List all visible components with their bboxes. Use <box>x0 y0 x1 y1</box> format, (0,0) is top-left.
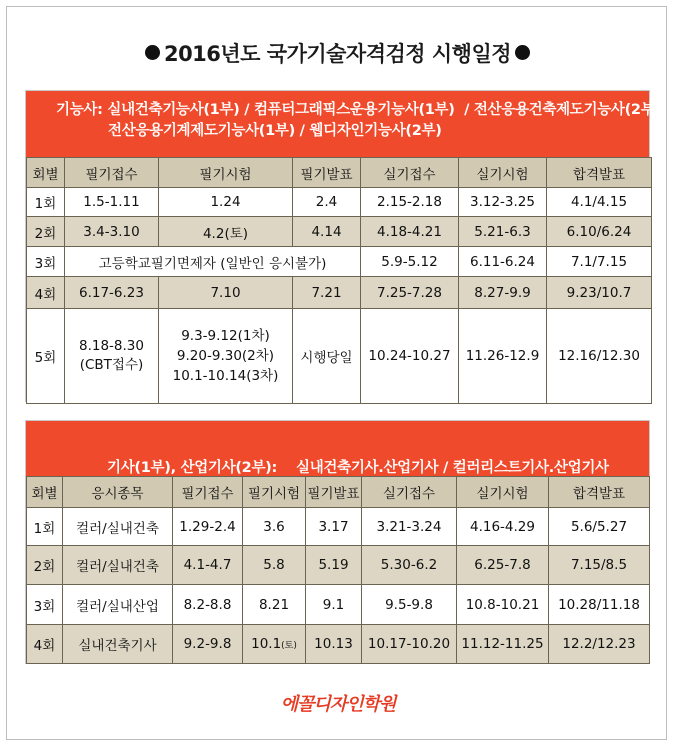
column-header: 필기시험 <box>159 158 293 188</box>
table-row <box>27 625 650 664</box>
page-title <box>0 38 675 68</box>
pass-announce-cell: 7.15/8.5 <box>549 546 650 585</box>
written-exam-cell: 8.21 <box>243 585 306 625</box>
table-row <box>27 247 652 277</box>
practical-exam-cell: 6.11-6.24 <box>459 247 547 277</box>
pass-announce-cell: 4.1/4.15 <box>547 188 652 217</box>
written-exam-cell: 4.2(토) <box>159 217 293 247</box>
written-exam-cell: 5.8 <box>243 546 306 585</box>
section2-header <box>26 421 649 476</box>
written-exam-line: 10.1-10.14(3차) <box>172 368 279 384</box>
written-result-cell: 2.4 <box>293 188 361 217</box>
column-header: 합격발표 <box>549 477 650 508</box>
svg-text:에꼴디자인학원: 에꼴디자인학원 <box>280 694 395 715</box>
round-cell: 4회 <box>27 625 63 664</box>
column-header: 필기접수 <box>65 158 159 188</box>
round-cell: 3회 <box>27 585 63 625</box>
pass-announce-cell: 5.6/5.27 <box>549 508 650 546</box>
written-result-cell: 7.21 <box>293 277 361 309</box>
practical-exam-cell: 11.12-11.25 <box>457 625 549 664</box>
academy-logo <box>0 690 675 720</box>
practical-apply-cell: 2.15-2.18 <box>361 188 459 217</box>
practical-apply-cell: 10.17-10.20 <box>362 625 457 664</box>
table-row <box>27 188 652 217</box>
practical-exam-cell: 4.16-4.29 <box>457 508 549 546</box>
written-result-cell: 5.19 <box>306 546 362 585</box>
bullet-dot-icon <box>515 45 530 60</box>
column-header: 필기접수 <box>173 477 243 508</box>
written-exam-cell <box>243 625 306 664</box>
column-header: 실기시험 <box>457 477 549 508</box>
table-row <box>27 508 650 546</box>
written-apply-cell: 6.17-6.23 <box>65 277 159 309</box>
column-header: 실기시험 <box>459 158 547 188</box>
round-cell: 4회 <box>27 277 65 309</box>
written-exam-line: 9.20-9.30(2차) <box>176 348 275 364</box>
written-apply-line: (CBT접수) <box>79 357 144 373</box>
subject-cell: 컬러/실내건축 <box>63 508 173 546</box>
column-header: 필기발표 <box>293 158 361 188</box>
bullet-dot-icon <box>145 45 160 60</box>
written-result-cell: 10.13 <box>306 625 362 664</box>
academy-logo-mark <box>268 690 408 716</box>
pass-announce-cell: 10.28/11.18 <box>549 585 650 625</box>
written-apply-cell: 1.29-2.4 <box>173 508 243 546</box>
practical-exam-cell: 10.8-10.21 <box>457 585 549 625</box>
practical-exam-cell: 5.21-6.3 <box>459 217 547 247</box>
written-apply-cell: 9.2-9.8 <box>173 625 243 664</box>
written-apply-cell: 4.1-4.7 <box>173 546 243 585</box>
practical-apply-cell: 5.30-6.2 <box>362 546 457 585</box>
practical-apply-cell: 7.25-7.28 <box>361 277 459 309</box>
written-result-cell: 4.14 <box>293 217 361 247</box>
pass-announce-cell: 9.23/10.7 <box>547 277 652 309</box>
written-result-cell: 시행당일 <box>293 309 361 404</box>
written-apply-cell <box>65 309 159 404</box>
column-header: 실기접수 <box>361 158 459 188</box>
written-apply-cell: 3.4-3.10 <box>65 217 159 247</box>
section1-header-line2: 전산응용기계제도기능사(1부) / 웹디자인기능사(2부) <box>108 123 442 139</box>
section1-header-row <box>27 158 652 188</box>
pass-announce-cell: 7.1/7.15 <box>547 247 652 277</box>
section1-header-line1: 기능사: 실내건축기능사(1부) / 컴퓨터그래픽스운용기능사(1부) / 전산응용건축제도기능사(2부) <box>56 102 661 118</box>
practical-apply-cell: 4.18-4.21 <box>361 217 459 247</box>
table-row <box>27 546 650 585</box>
column-header: 필기시험 <box>243 477 306 508</box>
round-cell: 2회 <box>27 217 65 247</box>
practical-exam-cell: 11.26-12.9 <box>459 309 547 404</box>
written-exam-day-note: (토) <box>281 641 297 651</box>
written-exam-date: 10.1 <box>251 636 282 652</box>
practical-exam-cell: 8.27-9.9 <box>459 277 547 309</box>
practical-apply-cell: 10.24-10.27 <box>361 309 459 404</box>
written-apply-cell: 1.5-1.11 <box>65 188 159 217</box>
subject-cell: 컬러/실내산업 <box>63 585 173 625</box>
written-exam-cell <box>159 309 293 404</box>
written-exam-cell: 7.10 <box>159 277 293 309</box>
written-exam-cell: 3.6 <box>243 508 306 546</box>
written-result-cell: 3.17 <box>306 508 362 546</box>
column-header: 필기발표 <box>306 477 362 508</box>
practical-apply-cell: 3.21-3.24 <box>362 508 457 546</box>
round-cell: 1회 <box>27 508 63 546</box>
section-engineer-schedule <box>25 420 650 664</box>
pass-announce-cell: 12.2/12.23 <box>549 625 650 664</box>
written-exam-line: 9.3-9.12(1차) <box>181 328 270 344</box>
round-cell: 3회 <box>27 247 65 277</box>
table-row <box>27 277 652 309</box>
section2-header-text: 기사(1부), 산업기사(2부): 실내건축기사.산업기사 / 컬러리스트기사.산업기사 <box>107 460 609 476</box>
section1-header <box>26 91 661 157</box>
exemption-note-cell: 고등학교필기면제자 (일반인 응시불가) <box>65 247 361 277</box>
column-header: 회별 <box>27 158 65 188</box>
section2-table <box>26 476 650 664</box>
pass-announce-cell: 12.16/12.30 <box>547 309 652 404</box>
round-cell: 5회 <box>27 309 65 404</box>
written-result-cell: 9.1 <box>306 585 362 625</box>
page-title-text: 2016년도 국가기술자격검정 시행일정 <box>163 42 512 66</box>
column-header: 실기접수 <box>362 477 457 508</box>
table-row <box>27 217 652 247</box>
practical-apply-cell: 9.5-9.8 <box>362 585 457 625</box>
section-craftsman-schedule <box>25 90 661 402</box>
column-header: 회별 <box>27 477 63 508</box>
practical-exam-cell: 3.12-3.25 <box>459 188 547 217</box>
column-header: 응시종목 <box>63 477 173 508</box>
column-header: 합격발표 <box>547 158 652 188</box>
subject-cell: 실내건축기사 <box>63 625 173 664</box>
table-row <box>27 309 652 404</box>
subject-cell: 컬러/실내건축 <box>63 546 173 585</box>
pass-announce-cell: 6.10/6.24 <box>547 217 652 247</box>
section2-header-row <box>27 477 650 508</box>
section1-table <box>26 157 652 404</box>
practical-apply-cell: 5.9-5.12 <box>361 247 459 277</box>
practical-exam-cell: 6.25-7.8 <box>457 546 549 585</box>
written-apply-cell: 8.2-8.8 <box>173 585 243 625</box>
table-row <box>27 585 650 625</box>
written-apply-line: 8.18-8.30 <box>79 338 144 354</box>
round-cell: 1회 <box>27 188 65 217</box>
round-cell: 2회 <box>27 546 63 585</box>
written-exam-cell: 1.24 <box>159 188 293 217</box>
